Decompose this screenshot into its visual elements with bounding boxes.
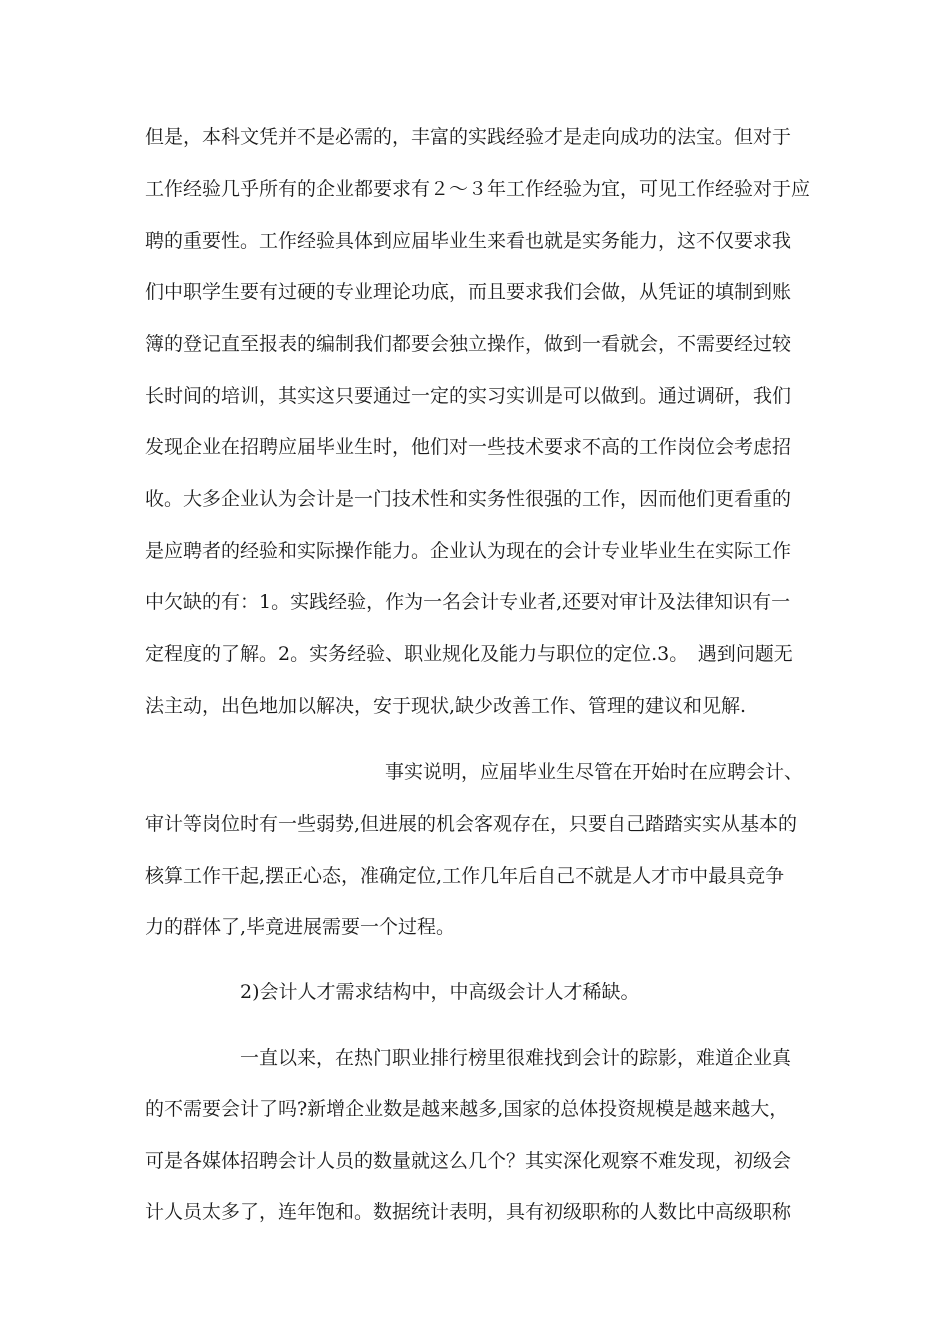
paragraph-line: 定程度的了解。2。实务经验、职业规化及能力与职位的定位.3。 遇到问题无 <box>145 643 793 665</box>
paragraph-line-indented: 事实说明，应届毕业生尽管在开始时在应聘会计、 <box>385 761 804 783</box>
paragraph-line: 核算工作干起,摆正心态，准确定位,工作几年后自己不就是人才市中最具竞争 <box>145 865 785 887</box>
paragraph-line: 簿的登记直至报表的编制我们都要会独立操作，做到一看就会，不需要经过较 <box>145 333 792 355</box>
section-heading: 2)会计人才需求结构中，中高级会计人才稀缺。 <box>240 981 640 1003</box>
paragraph-line: 可是各媒体招聘会计人员的数量就这么几个？其实深化观察不难发现，初级会 <box>145 1150 792 1172</box>
paragraph-line: 们中职学生要有过硬的专业理论功底，而且要求我们会做，从凭证的填制到账 <box>145 281 792 303</box>
paragraph-line: 中欠缺的有：1。实践经验，作为一名会计专业者,还要对审计及法律知识有一 <box>145 591 791 613</box>
paragraph-line: 长时间的培训，其实这只要通过一定的实习实训是可以做到。通过调研，我们 <box>145 385 792 407</box>
paragraph-line: 计人员太多了，连年饱和。数据统计表明，具有初级职称的人数比中高级职称 <box>145 1201 792 1223</box>
paragraph-line: 力的群体了,毕竟进展需要一个过程。 <box>145 916 456 938</box>
paragraph-line: 是应聘者的经验和实际操作能力。企业认为现在的会计专业毕业生在实际工作 <box>145 540 792 562</box>
paragraph-line: 审计等岗位时有一些弱势,但进展的机会客观存在，只要自己踏踏实实从基本的 <box>145 813 798 835</box>
paragraph-line: 的不需要会计了吗?新增企业数是越来越多,国家的总体投资规模是越来越大， <box>145 1098 789 1120</box>
paragraph-line-indented: 一直以来，在热门职业排行榜里很难找到会计的踪影，难道企业真 <box>240 1047 792 1069</box>
paragraph-line: 聘的重要性。工作经验具体到应届毕业生来看也就是实务能力，这不仅要求我 <box>145 230 792 252</box>
paragraph-line: 法主动，出色地加以解决，安于现状,缺少改善工作、管理的建议和见解. <box>145 695 747 717</box>
paragraph-line: 但是，本科文凭并不是必需的，丰富的实践经验才是走向成功的法宝。但对于 <box>145 126 792 148</box>
paragraph-line: 工作经验几乎所有的企业都要求有２～３年工作经验为宜，可见工作经验对于应 <box>145 178 810 200</box>
paragraph-line: 发现企业在招聘应届毕业生时，他们对一些技术要求不高的工作岗位会考虑招 <box>145 436 792 458</box>
paragraph-line: 收。大多企业认为会计是一门技术性和实务性很强的工作，因而他们更看重的 <box>145 488 792 510</box>
